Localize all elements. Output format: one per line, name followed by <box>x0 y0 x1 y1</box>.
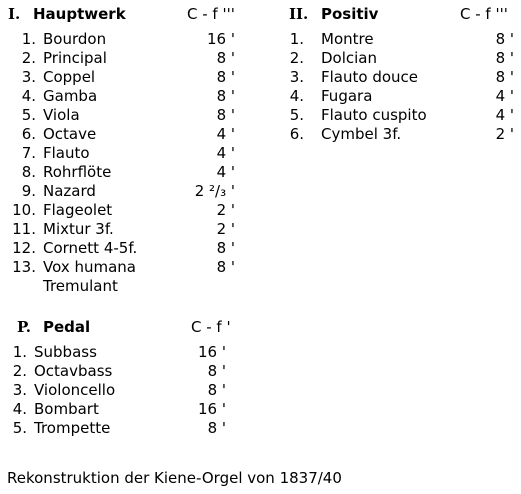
stop-number: 3. <box>289 68 304 86</box>
stop-row <box>289 106 521 125</box>
stop-row <box>289 125 521 144</box>
stop-pitch: 4 ' <box>216 144 235 162</box>
stop-number: 10. <box>12 201 36 219</box>
stop-row <box>289 87 521 106</box>
stop-name: Flageolet <box>43 201 113 219</box>
stop-name: Bourdon <box>43 30 107 48</box>
stop-number: 13. <box>12 258 36 276</box>
caption: Rekonstruktion der Kiene-Orgel von 1837/40 <box>7 469 342 487</box>
stop-name: Tremulant <box>43 277 118 295</box>
stop-name: Violoncello <box>34 381 116 399</box>
division-compass: C - f ''' <box>460 5 508 23</box>
stop-row <box>8 30 248 49</box>
division-numeral: P. <box>17 318 32 336</box>
stop-row <box>8 68 248 87</box>
stop-pitch: 8 ' <box>207 362 226 380</box>
stop-pitch: 8 ' <box>216 87 235 105</box>
stop-number: 6. <box>289 125 304 143</box>
stop-pitch: 8 ' <box>216 258 235 276</box>
stop-name: Mixtur 3f. <box>43 220 114 238</box>
stop-pitch: 8 ' <box>207 419 226 437</box>
stop-row <box>8 277 248 296</box>
stop-name: Cymbel 3f. <box>321 125 402 143</box>
stop-number: 5. <box>21 106 36 124</box>
division-numeral: II. <box>289 5 309 23</box>
division-numeral: I. <box>8 5 21 23</box>
stop-name: Rohrflöte <box>43 163 112 181</box>
stop-number: 2. <box>12 362 27 380</box>
stop-name: Montre <box>321 30 374 48</box>
division-positiv <box>289 5 519 165</box>
stop-row <box>8 182 248 201</box>
division-hauptwerk <box>8 5 248 305</box>
stop-row <box>12 381 257 400</box>
stop-name: Octave <box>43 125 97 143</box>
stop-pitch: 16 ' <box>198 343 226 361</box>
stop-number: 1. <box>12 343 27 361</box>
stop-number: 5. <box>289 106 304 124</box>
stop-name: Coppel <box>43 68 96 86</box>
stop-row <box>289 30 521 49</box>
stop-number: 9. <box>21 182 36 200</box>
stop-pitch: 8 ' <box>495 49 514 67</box>
stop-pitch: 2 ' <box>495 125 514 143</box>
stop-name: Vox humana <box>43 258 136 276</box>
stop-row <box>8 220 248 239</box>
stop-name: Flauto <box>43 144 90 162</box>
stop-name: Flauto cuspito <box>321 106 427 124</box>
stop-number: 1. <box>289 30 304 48</box>
stop-name: Trompette <box>34 419 111 437</box>
stop-name: Nazard <box>43 182 96 200</box>
stop-row <box>12 362 257 381</box>
stop-number: 5. <box>12 419 27 437</box>
stop-number: 2. <box>21 49 36 67</box>
stop-number: 6. <box>21 125 36 143</box>
stop-pitch: 16 ' <box>207 30 235 48</box>
stop-number: 2. <box>289 49 304 67</box>
stop-name: Bombart <box>34 400 99 418</box>
stop-pitch: 2 ' <box>216 201 235 219</box>
division-compass: C - f ' <box>191 318 231 336</box>
stop-pitch: 8 ' <box>495 68 514 86</box>
stop-row <box>12 400 257 419</box>
stop-number: 11. <box>12 220 36 238</box>
stop-pitch: 8 ' <box>216 106 235 124</box>
stop-number: 8. <box>21 163 36 181</box>
stop-row <box>8 144 248 163</box>
stop-pitch: 8 ' <box>495 30 514 48</box>
division-name: Positiv <box>321 5 379 23</box>
stop-name: Cornett 4-5f. <box>43 239 138 257</box>
stop-pitch: 8 ' <box>216 49 235 67</box>
stop-number: 4. <box>12 400 27 418</box>
stop-row <box>289 49 521 68</box>
stop-number: 1. <box>21 30 36 48</box>
stop-row <box>8 201 248 220</box>
division-compass: C - f ''' <box>187 5 235 23</box>
stop-pitch: 4 ' <box>216 163 235 181</box>
stop-row <box>8 125 248 144</box>
stop-row <box>8 87 248 106</box>
stop-pitch: 16 ' <box>198 400 226 418</box>
stop-row <box>12 419 257 438</box>
division-name: Pedal <box>43 318 91 336</box>
stop-row <box>12 343 257 362</box>
stop-row <box>8 239 248 258</box>
stop-pitch: 2 ²/₃ ' <box>194 182 235 200</box>
stop-row <box>8 163 248 182</box>
division-name: Hauptwerk <box>33 5 126 23</box>
stop-name: Dolcian <box>321 49 378 67</box>
stop-name: Principal <box>43 49 107 67</box>
stop-row <box>289 68 521 87</box>
stop-row <box>8 258 248 277</box>
stop-name: Octavbass <box>34 362 113 380</box>
stop-pitch: 4 ' <box>216 125 235 143</box>
stop-row <box>8 106 248 125</box>
stop-number: 7. <box>21 144 36 162</box>
stop-pitch: 8 ' <box>207 381 226 399</box>
stop-pitch: 4 ' <box>495 87 514 105</box>
stop-number: 4. <box>21 87 36 105</box>
stop-number: 12. <box>12 239 36 257</box>
stop-pitch: 8 ' <box>216 68 235 86</box>
stop-pitch: 4 ' <box>495 106 514 124</box>
stop-number: 3. <box>21 68 36 86</box>
division-pedal <box>12 318 247 448</box>
stop-pitch: 8 ' <box>216 239 235 257</box>
stop-pitch: 2 ' <box>216 220 235 238</box>
stop-name: Flauto douce <box>321 68 419 86</box>
stop-row <box>8 49 248 68</box>
stop-number: 4. <box>289 87 304 105</box>
stop-number: 3. <box>12 381 27 399</box>
stop-name: Subbass <box>34 343 97 361</box>
stop-name: Fugara <box>321 87 373 105</box>
stop-name: Viola <box>43 106 80 124</box>
stop-name: Gamba <box>43 87 98 105</box>
